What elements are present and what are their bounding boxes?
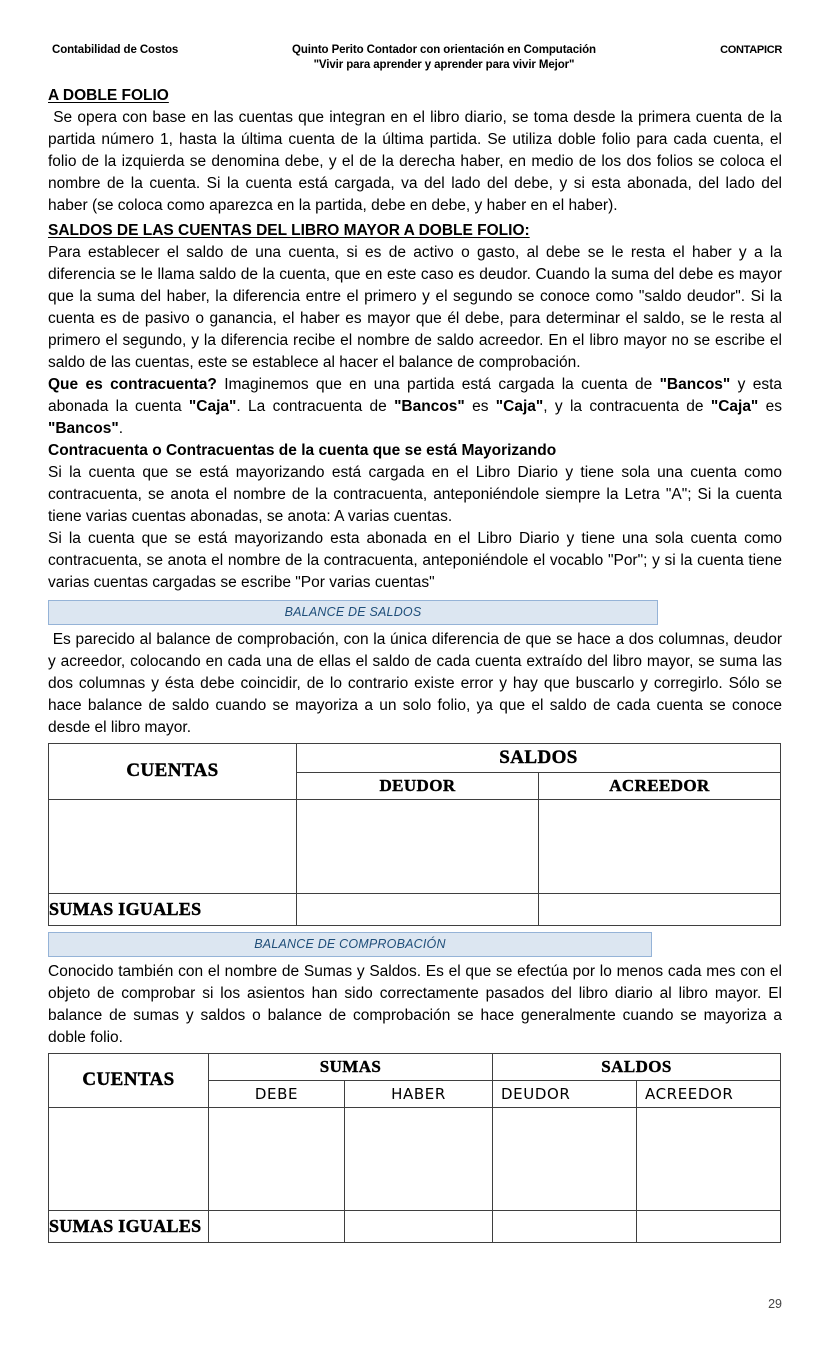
cell2-total-deudor[interactable] (493, 1210, 637, 1242)
th2-acreedor: ACREEDOR (637, 1080, 781, 1107)
header-program-line1: Quinto Perito Contador con orientación en Computación (292, 44, 596, 56)
table-row[interactable] (49, 1107, 781, 1210)
page-number: 29 (768, 1297, 782, 1311)
paragraph-a-doble-folio: Se opera con base en las cuentas que integran en el libro diario, se toma desde la primera cuenta de la partida número 1, hasta la última cuenta de la última partida. Se utiliza doble folio para cada cuenta, el folio de la izquierda se denomina debe, y el de la derecha haber, en medio de los dos folios se coloca el nombre de la cuenta. Si la cuenta está cargada, va del lado del debe, y si esta abonada, del lado del haber (se coloca como aparezca en la partida, debe en debe, y haber en el haber). (48, 108, 782, 214)
contracuenta-text-c: . La contracuenta de (236, 397, 395, 415)
heading-a-doble-folio: A DOBLE FOLIO (48, 87, 169, 104)
term-bancos-2: "Bancos" (394, 397, 465, 415)
page-content (48, 44, 782, 1243)
heading-mayorizando: Contracuenta o Contracuentas de la cuenta que se está Mayorizando (48, 441, 557, 459)
th2-cuentas: CUENTAS (49, 1053, 209, 1107)
contracuenta-text-d: es (464, 397, 496, 415)
paragraph-mayorizando-cargada: Si la cuenta que se está mayorizando está cargada en el Libro Diario y tiene sola una cuenta como contracuenta, se anota el nombre de la contracuenta, anteponiéndole siempre la Letra "A"; Si la cuenta tiene varias cuentas abonadas, se anota: A varias cuentas. (48, 463, 782, 525)
table-balance-de-saldos (48, 743, 781, 926)
cell-deudor[interactable] (297, 799, 539, 893)
cell-total-deudor[interactable] (297, 893, 539, 925)
paragraph-saldos-cuentas: Para establecer el saldo de una cuenta, si es de activo o gasto, al debe se le resta el haber y a la diferencia se le llama saldo de la cuenta, que en este caso es deudor. Cuando la suma del debe es mayor que la suma del haber, la diferencia entre el primero y el segundo se conoce como "saldo deudor". Si la cuenta es de pasivo o ganancia, el haber es mayor que él debe, para determinar el saldo, se le resta al primero el segundo, y la diferencia recibe el nombre de saldo acreedor. En el libro mayor no se escribe el saldo de las cuentas, este se establece al hacer el balance de comprobación. (48, 243, 782, 371)
th2-haber: HABER (345, 1080, 493, 1107)
cell2-cuenta[interactable] (49, 1107, 209, 1210)
banner-balance-de-comprobacion: BALANCE DE COMPROBACIÓN (48, 932, 652, 957)
cell2-total-debe[interactable] (209, 1210, 345, 1242)
table-header-row-primary (49, 743, 781, 772)
cell2-total-acreedor[interactable] (637, 1210, 781, 1242)
th-saldos: SALDOS (297, 743, 781, 772)
th-acreedor: ACREEDOR (539, 772, 781, 799)
cell-cuenta[interactable] (49, 799, 297, 893)
term-caja-2: "Caja" (495, 397, 544, 415)
th-deudor: DEUDOR (297, 772, 539, 799)
contracuenta-text-f: es (758, 397, 782, 415)
header-program-title (234, 44, 654, 71)
cell2-acreedor[interactable] (637, 1107, 781, 1210)
running-header (48, 44, 782, 82)
cell-acreedor[interactable] (539, 799, 781, 893)
table-totals-row (49, 893, 781, 925)
cell-sumas-iguales-label: SUMAS IGUALES (49, 893, 297, 925)
table2-header-row-primary (49, 1053, 781, 1080)
header-motto: "Vivir para aprender y aprender para vivir Mejor" (313, 59, 575, 71)
paragraph-balance-de-saldos: Es parecido al balance de comprobación, con la única diferencia de que se hace a dos columnas, deudor y acreedor, colocando en cada una de ellas el saldo de cada cuenta extraído del libro mayor, se suma las dos columnas y ésta debe coincidir, de lo contrario existe error y hay que buscarlo y corregirlo. Sólo se hace balance de saldo cuando se mayoriza a un solo folio, ya que el saldo de cada cuenta se conoce desde el libro mayor. (48, 630, 782, 736)
cell2-sumas-iguales-label: SUMAS IGUALES (49, 1210, 209, 1242)
th2-deudor: DEUDOR (493, 1080, 637, 1107)
th-cuentas: CUENTAS (49, 743, 297, 799)
table-row[interactable] (49, 799, 781, 893)
header-institution-code: CONTAPICR (720, 44, 782, 56)
term-bancos-3: "Bancos" (48, 419, 119, 437)
contracuenta-text-e: , y la contracuenta de (543, 397, 711, 415)
paragraph-balance-de-comprobacion: Conocido también con el nombre de Sumas y Saldos. Es el que se efectúa por lo menos cada mes con el objeto de comprobar si los asientos han sido correctamente pasados del libro diario al libro mayor. El balance de sumas y saldos o balance de comprobación se hace generalmente cuando se mayoriza a doble folio. (48, 962, 782, 1046)
contracuenta-text-g: . (118, 419, 124, 437)
th2-debe: DEBE (209, 1080, 345, 1107)
header-course-name: Contabilidad de Costos (52, 44, 179, 56)
cell2-haber[interactable] (345, 1107, 493, 1210)
cell2-deudor[interactable] (493, 1107, 637, 1210)
paragraph-contracuenta (48, 374, 782, 440)
contracuenta-question: Que es contracuenta? (48, 375, 217, 393)
term-caja-1: "Caja" (188, 397, 237, 415)
table-balance-de-comprobacion (48, 1053, 781, 1243)
paragraph-mayorizando-abonada: Si la cuenta que se está mayorizando esta abonada en el Libro Diario y tiene una sola cuenta como contracuenta, se anota el nombre de la contracuenta, anteponiéndole el vocablo "Por"; y si la cuenta tiene varias cuentas cargadas se escribe "Por varias cuentas" (48, 529, 782, 591)
banner-balance-de-saldos: BALANCE DE SALDOS (48, 600, 658, 625)
cell2-total-haber[interactable] (345, 1210, 493, 1242)
cell-total-acreedor[interactable] (539, 893, 781, 925)
table2-totals-row (49, 1210, 781, 1242)
th2-sumas: SUMAS (209, 1053, 493, 1080)
contracuenta-text-b: y esta abonada la cuenta (48, 375, 782, 415)
term-bancos-1: "Bancos" (659, 375, 731, 393)
cell2-debe[interactable] (209, 1107, 345, 1210)
heading-saldos-cuentas: SALDOS DE LAS CUENTAS DEL LIBRO MAYOR A DOBLE FOLIO: (48, 221, 530, 239)
th2-saldos: SALDOS (493, 1053, 781, 1080)
contracuenta-text-a: Imaginemos que en una partida está cargada la cuenta de (216, 375, 660, 393)
term-caja-3: "Caja" (710, 397, 759, 415)
